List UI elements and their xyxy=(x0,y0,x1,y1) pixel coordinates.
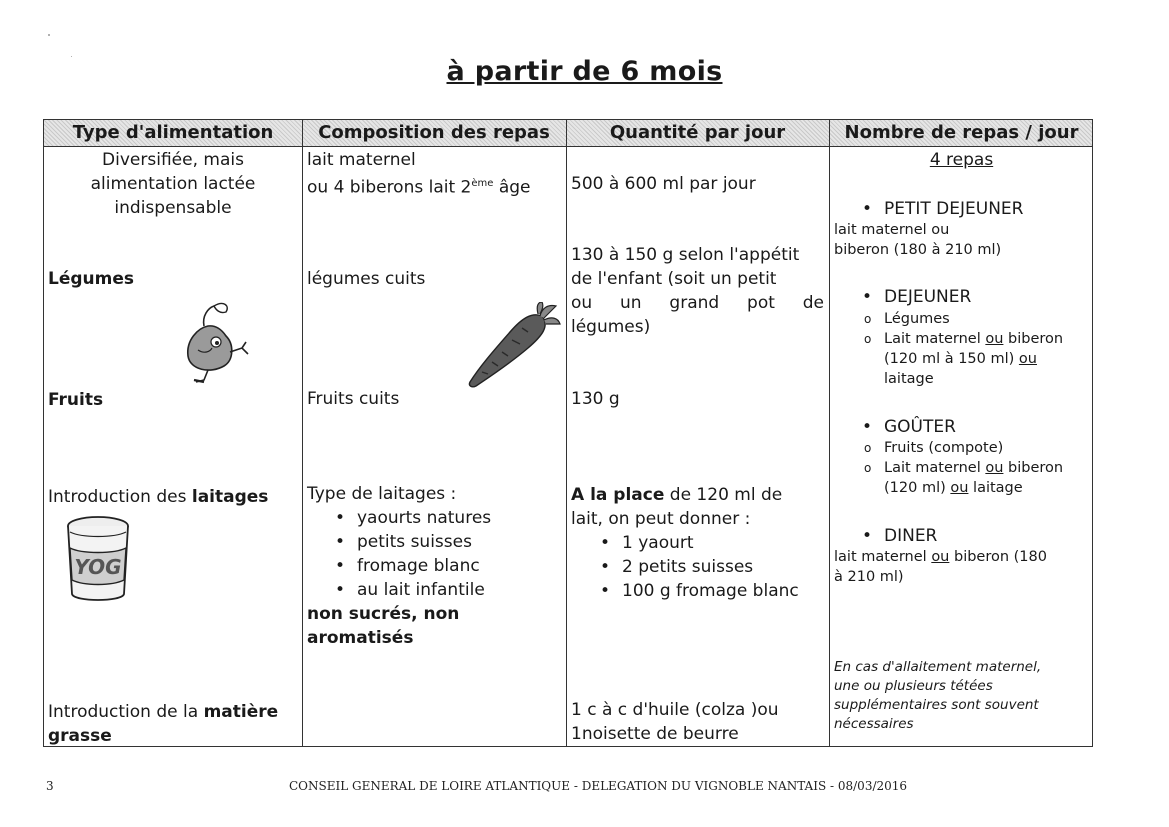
label-laitages xyxy=(48,485,268,509)
qty-beurre: 1noisette de beurre xyxy=(571,724,739,744)
diversifiee-line: alimentation lactée xyxy=(90,174,256,194)
comp-aromatises: aromatisés xyxy=(307,628,414,648)
diner-line2: à 210 ml) xyxy=(834,569,904,585)
qty-legumes: de l'enfant (soit un petit xyxy=(571,269,777,289)
diversifiee-line: Diversifiée, mais xyxy=(102,150,244,170)
gout-ou: ou xyxy=(985,460,1004,476)
meal-petit-dejeuner: • PETIT DEJEUNER xyxy=(884,197,1023,221)
diner-line1 xyxy=(834,547,1047,567)
column-divider xyxy=(302,120,303,746)
matiere-prefix: Introduction de la xyxy=(48,702,204,722)
dej-lait-b: biberon xyxy=(1003,331,1064,347)
list-item: • yaourts natures xyxy=(357,506,491,530)
footer-text: CONSEIL GENERAL DE LOIRE ATLANTIQUE - DELEGATION DU VIGNOBLE NANTAIS - 08/03/2016 xyxy=(288,779,908,793)
list-item: • 100 g fromage blanc xyxy=(622,579,799,603)
dej-legumes: o Légumes xyxy=(884,309,950,329)
diner-ou: ou xyxy=(931,549,950,565)
comp-non-sucres: non sucrés, non xyxy=(307,604,460,624)
diversifiee-line: indispensable xyxy=(114,198,232,218)
qty-legumes: légumes) xyxy=(571,317,651,337)
gout-fruits: o Fruits (compote) xyxy=(884,438,1003,458)
qty-huile: 1 c à c d'huile (colza )ou xyxy=(571,700,779,720)
header-type: Type d'alimentation xyxy=(72,122,274,143)
dej-line2-ou: ou xyxy=(1018,351,1037,367)
comp-lait-maternel: lait maternel xyxy=(307,150,416,170)
list-item: • fromage blanc xyxy=(357,554,480,578)
dej-ou: ou xyxy=(985,331,1004,347)
label-legumes: Légumes xyxy=(48,269,134,289)
comp-fruits: Fruits cuits xyxy=(307,389,400,409)
note-line: supplémentaires sont souvent xyxy=(834,697,1039,713)
note-line: nécessaires xyxy=(834,716,914,732)
list-item: • au lait infantile xyxy=(357,578,485,602)
column-divider xyxy=(566,120,567,746)
laitages-bold: laitages xyxy=(191,487,269,507)
gout-line2 xyxy=(884,478,1023,498)
meal-gouter: • GOÛTER xyxy=(884,415,956,439)
list-item: • petits suisses xyxy=(357,530,472,554)
gout-line2-ou: ou xyxy=(950,480,969,496)
label-fruits: Fruits xyxy=(48,390,104,410)
qty-lait: 500 à 600 ml par jour xyxy=(571,174,756,194)
carrot-icon xyxy=(462,302,562,390)
page-title: à partir de 6 mois xyxy=(446,56,723,87)
gout-lait xyxy=(884,458,1063,478)
qty-legumes: ou un grand pot de xyxy=(571,293,824,313)
qty-laitages xyxy=(571,483,782,507)
pd-line: biberon (180 à 210 ml) xyxy=(834,242,1002,258)
label-matiere xyxy=(48,700,278,724)
header-nombre: Nombre de repas / jour xyxy=(844,122,1079,143)
dej-lait xyxy=(884,329,1063,349)
gout-lait-a: Lait maternel xyxy=(884,460,986,476)
matiere-bold: matière xyxy=(203,702,279,722)
note-line: En cas d'allaitement maternel, xyxy=(834,659,1042,675)
qty-fruits: 130 g xyxy=(571,389,620,409)
page-number: 3 xyxy=(46,779,54,793)
dej-line2 xyxy=(884,349,1037,369)
diner-line1-b: biberon (180 xyxy=(949,549,1047,565)
dej-line2-a: (120 ml à 150 ml) xyxy=(884,351,1019,367)
comp-biberons-text: ou 4 biberons lait 2 xyxy=(307,177,472,198)
pd-line: lait maternel ou xyxy=(834,222,950,238)
qty-laitages-rest: de 120 ml de xyxy=(664,485,783,505)
laitages-prefix: Introduction des xyxy=(48,487,192,507)
repas-count: 4 repas xyxy=(929,150,994,170)
gout-line2-b: laitage xyxy=(968,480,1023,496)
qty-laitages-bold: A la place xyxy=(571,485,665,505)
comp-biberons-age: âge xyxy=(493,177,531,198)
meal-diner: • DINER xyxy=(884,524,937,548)
scan-speck xyxy=(48,34,50,36)
qty-legumes: 130 à 150 g selon l'appétit xyxy=(571,245,800,265)
gout-line2-a: (120 ml) xyxy=(884,480,951,496)
feeding-table xyxy=(43,119,1093,747)
yogurt-pot-icon xyxy=(62,512,134,608)
list-item: • 1 yaourt xyxy=(622,531,694,555)
table-header xyxy=(44,120,1092,147)
header-composition: Composition des repas xyxy=(318,122,550,143)
comp-biberons xyxy=(307,172,531,200)
comp-laitages-title: Type de laitages : xyxy=(307,484,457,504)
dej-lait-a: Lait maternel xyxy=(884,331,986,347)
header-quantite: Quantité par jour xyxy=(609,122,786,143)
comp-legumes: légumes cuits xyxy=(307,269,426,289)
pear-character-icon xyxy=(168,298,258,386)
meal-dejeuner: • DEJEUNER xyxy=(884,285,971,309)
qty-laitages-line2: lait, on peut donner : xyxy=(571,509,751,529)
dej-line3: laitage xyxy=(884,371,934,387)
comp-biberons-sup: ème xyxy=(471,178,494,189)
note-line: une ou plusieurs tétées xyxy=(834,678,993,694)
label-grasse: grasse xyxy=(48,726,112,746)
column-divider xyxy=(829,120,830,746)
gout-lait-b: biberon xyxy=(1003,460,1064,476)
diner-line1-a: lait maternel xyxy=(834,549,932,565)
svg-text:YOG: YOG xyxy=(74,555,122,579)
list-item: • 2 petits suisses xyxy=(622,555,753,579)
